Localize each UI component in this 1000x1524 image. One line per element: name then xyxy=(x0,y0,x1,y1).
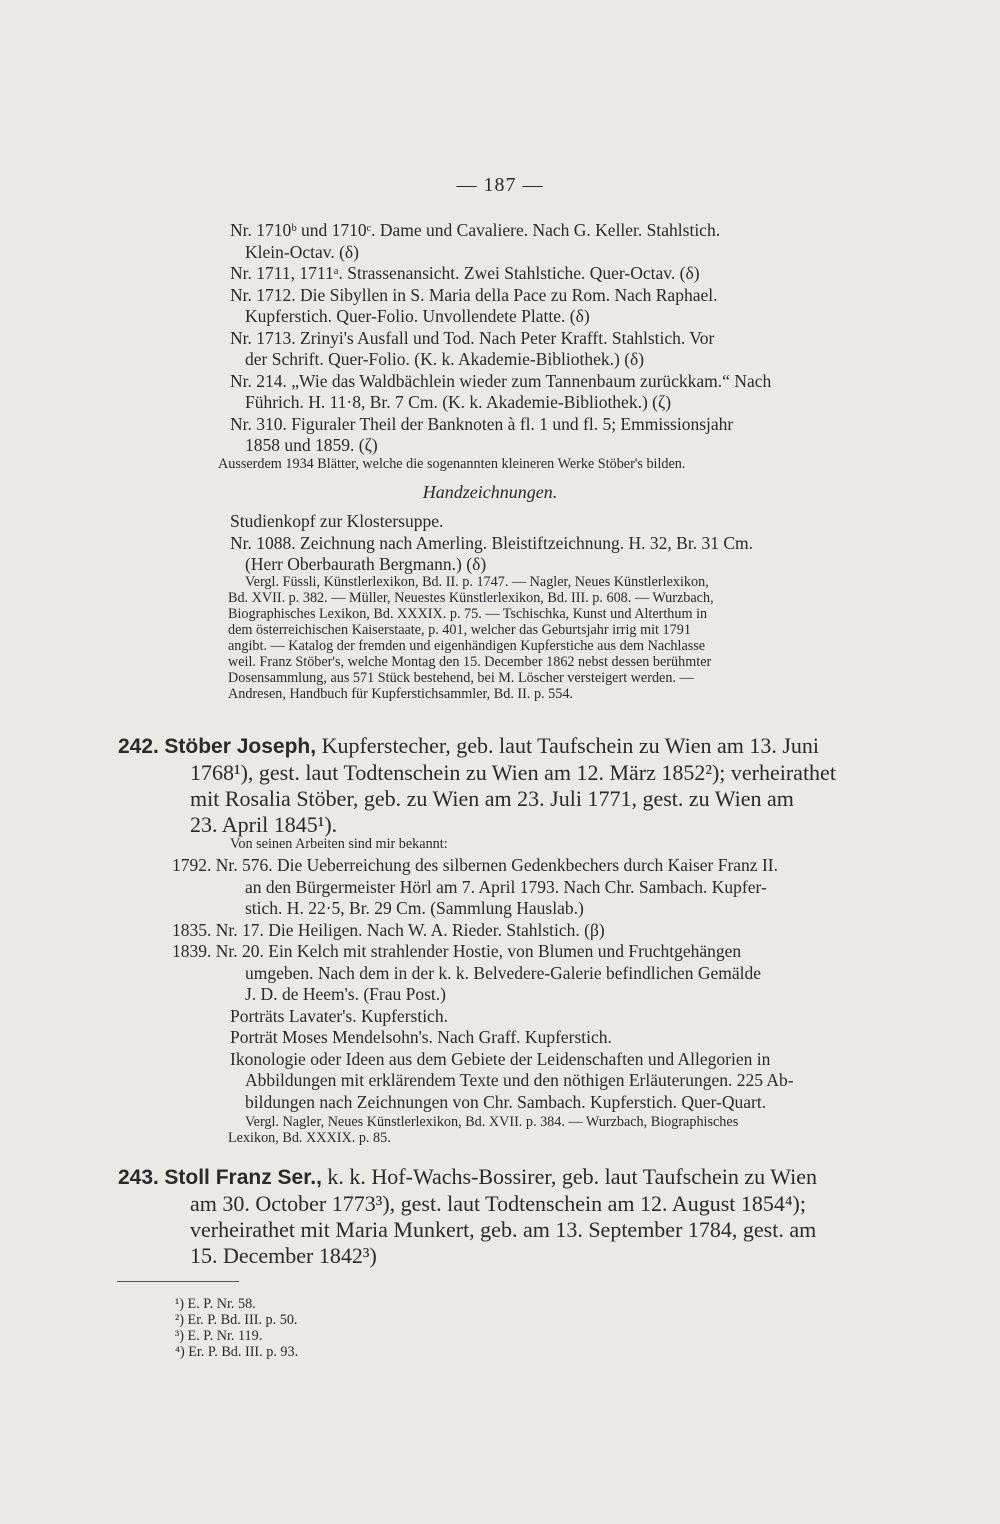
text-line: Nr. 1088. Zeichnung nach Amerling. Bleistiftzeichnung. H. 32, Br. 31 Cm. xyxy=(230,532,753,553)
text-line: angibt. — Katalog der fremden und eigenhändigen Kupferstiche aus dem Nachlasse xyxy=(228,638,706,654)
text-line: Biographisches Lexikon, Bd. XXXIX. p. 75. — Tschischka, Kunst und Alterthum in xyxy=(228,606,708,622)
known-works-intro xyxy=(0,836,1000,852)
work-line: stich. H. 22·5, Br. 29 Cm. (Sammlung Hauslab.) xyxy=(245,898,584,918)
text-line: Andresen, Handbuch für Kupferstichsammler, Bd. II. p. 554. xyxy=(228,686,573,702)
text-line: Nr. 1711, 1711ᵃ. Strassenansicht. Zwei Stahlstiche. Quer-Octav. (δ) xyxy=(230,263,700,283)
text-line: Vergl. Füssli, Künstlerlexikon, Bd. II. p. 1747. — Nagler, Neues Künstlerlexikon, xyxy=(245,574,709,590)
text-line: 23. April 1845¹). xyxy=(190,812,338,837)
work-line: Abbildungen mit erklärendem Texte und den nöthigen Erläuterungen. 225 Ab- xyxy=(245,1070,794,1090)
entry-243 xyxy=(0,1164,1000,1269)
footnote: ¹) E. P. Nr. 58. xyxy=(175,1296,256,1312)
work-line: J. D. de Heem's. (Frau Post.) xyxy=(245,984,446,1004)
text-line: Nr. 214. „Wie das Waldbächlein wieder zum Tannenbaum zurückkam.“ Nach xyxy=(230,370,772,391)
text-line: Studienkopf zur Klostersuppe. xyxy=(230,511,444,531)
text-line: Nr. 1713. Zrinyi's Ausfall und Tod. Nach Peter Krafft. Stahlstich. Vor xyxy=(230,327,715,348)
text-line: Nr. 1712. Die Sibyllen in S. Maria della Pace zu Rom. Nach Raphael. xyxy=(230,284,718,305)
section-title-handzeichnungen: Handzeichnungen. xyxy=(422,482,558,502)
footnote: ⁴) Er. P. Bd. III. p. 93. xyxy=(175,1344,299,1360)
entries-block-1 xyxy=(0,220,1000,457)
entries-block-2 xyxy=(0,511,1000,576)
entry-number: 243. xyxy=(118,1166,159,1189)
entry-name: Stoll Franz Ser., xyxy=(164,1166,322,1189)
entry-name: Stöber Joseph, xyxy=(164,735,317,758)
text-line: Klein-Octav. (δ) xyxy=(245,241,360,262)
work-line: 1835. Nr. 17. Die Heiligen. Nach W. A. Rieder. Stahlstich. (β) xyxy=(172,919,605,940)
text-line: Nr. 1710ᵇ und 1710ᶜ. Dame und Cavaliere. Nach G. Keller. Stahlstich. xyxy=(230,220,721,240)
work-line: Ikonologie oder Ideen aus dem Gebiete der Leidenschaften und Allegorien in xyxy=(230,1048,771,1069)
work-line: Porträts Lavater's. Kupferstich. xyxy=(230,1005,448,1026)
text-line: der Schrift. Quer-Folio. (K. k. Akademie-Bibliothek.) (δ) xyxy=(245,349,645,369)
text-line: 1858 und 1859. (ζ) xyxy=(245,435,378,455)
entry-heading xyxy=(0,733,1000,760)
work-line: an den Bürgermeister Hörl am 7. April 1793. Nach Chr. Sambach. Kupfer- xyxy=(245,876,767,897)
text-line: weil. Franz Stöber's, welche Montag den 15. December 1862 nebst dessen berühmter xyxy=(228,654,712,670)
entry-242 xyxy=(0,733,1000,838)
work-line: Porträt Moses Mendelsohn's. Nach Graff. Kupferstich. xyxy=(230,1027,612,1047)
ausserdem-note xyxy=(0,456,1000,472)
works-list-242 xyxy=(0,855,1000,1113)
text-line: dem österreichischen Kaiserstaate, p. 401, welcher das Geburtsjahr irrig mit 1791 xyxy=(228,622,691,638)
entry-number: 242. xyxy=(118,735,159,758)
text-line: Nr. 310. Figuraler Theil der Banknoten à fl. 1 und fl. 5; Emmissionsjahr xyxy=(230,413,734,434)
work-line: bildungen nach Zeichnungen von Chr. Sambach. Kupferstich. Quer-Quart. xyxy=(245,1091,767,1112)
entry-heading xyxy=(0,1164,1000,1191)
work-line: 1792. Nr. 576. Die Ueberreichung des silbernen Gedenkbechers durch Kaiser Franz II. xyxy=(172,855,778,875)
text-line: Vergl. Nagler, Neues Künstlerlexikon, Bd. XVII. p. 384. — Wurzbach, Biographisches xyxy=(245,1114,739,1130)
text-line: Ausserdem 1934 Blätter, welche die sogenannten kleineren Werke Stöber's bilden. xyxy=(218,456,686,472)
page-number: — 187 — xyxy=(456,174,544,196)
text-line: am 30. October 1773³), gest. laut Todtenschein am 12. August 1854⁴); xyxy=(190,1191,806,1216)
entry-description: k. k. Hof-Wachs-Bossirer, geb. laut Taufschein zu Wien xyxy=(327,1164,818,1189)
text-line: Bd. XVII. p. 382. — Müller, Neuestes Künstlerlexikon, Bd. III. p. 608. — Wurzbach, xyxy=(228,590,714,606)
footnote-divider xyxy=(117,1281,239,1282)
text-line: 15. December 1842³) xyxy=(190,1243,377,1268)
text-line: (Herr Oberbaurath Bergmann.) (δ) xyxy=(245,554,487,574)
text-line: 1768¹), gest. laut Todtenschein zu Wien am 12. März 1852²); verheirathet xyxy=(190,760,836,785)
footnote: ³) E. P. Nr. 119. xyxy=(175,1328,263,1344)
work-line: umgeben. Nach dem in der k. k. Belvedere-Galerie befindlichen Gemälde xyxy=(245,962,762,983)
text-line: Kupferstich. Quer-Folio. Unvollendete Platte. (δ) xyxy=(245,306,590,326)
references-block-1 xyxy=(0,574,1000,702)
entry-description: Kupferstecher, geb. laut Taufschein zu Wien am 13. Juni xyxy=(321,733,820,758)
footnotes xyxy=(0,1296,1000,1360)
text-line: mit Rosalia Stöber, geb. zu Wien am 23. Juli 1771, gest. zu Wien am xyxy=(190,786,794,811)
text-line: verheirathet mit Maria Munkert, geb. am 13. September 1784, gest. am xyxy=(190,1217,817,1242)
text-line: Lexikon, Bd. XXXIX. p. 85. xyxy=(228,1130,391,1146)
references-242 xyxy=(0,1114,1000,1146)
work-line: 1839. Nr. 20. Ein Kelch mit strahlender Hostie, von Blumen und Fruchtgehängen xyxy=(172,941,742,961)
text-line: Von seinen Arbeiten sind mir bekannt: xyxy=(230,836,448,852)
footnote: ²) Er. P. Bd. III. p. 50. xyxy=(175,1312,298,1328)
text-line: Führich. H. 11·8, Br. 7 Cm. (K. k. Akademie-Bibliothek.) (ζ) xyxy=(245,392,672,412)
text-line: Dosensammlung, aus 571 Stück bestehend, bei M. Löscher versteigert werden. — xyxy=(228,670,694,686)
